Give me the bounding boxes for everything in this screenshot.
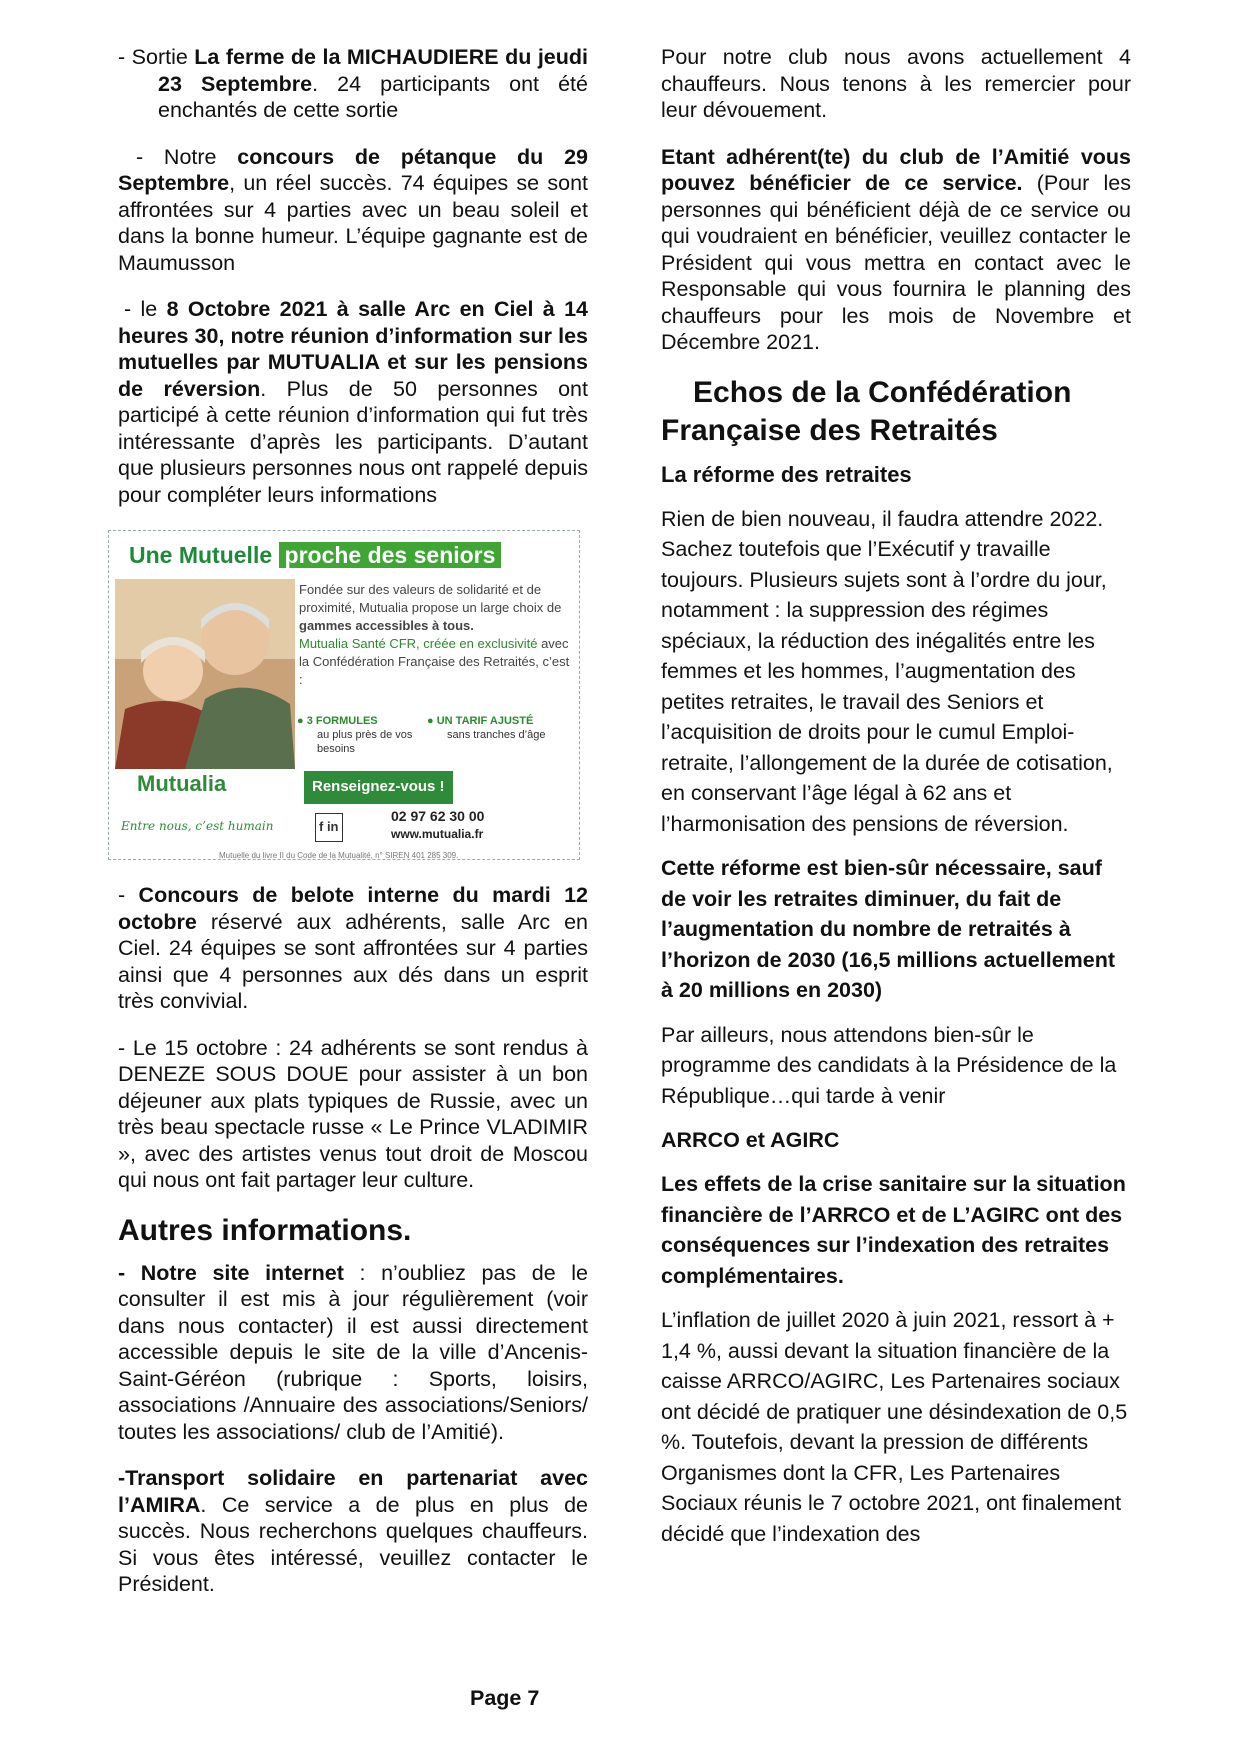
badge-sub: au plus près de vos besoins [317, 729, 413, 755]
ad-cta-button: Renseignez-vous ! [304, 771, 453, 804]
badge-title: UN TARIF AJUSTÉ [436, 715, 534, 727]
check-icon: ● [427, 715, 434, 727]
paragraph-adherent [661, 144, 1131, 356]
ad-badge-formules [297, 714, 417, 756]
text: . 24 participants ont été enchantés de cette sortie [158, 71, 588, 122]
ad-headline-a: Une Mutuelle [129, 542, 273, 568]
paragraph-inflation: L’inflation de juillet 2020 à juin 2021, ressort à + 1,4 %, aussi devant la situation financière de la caisse ARRCO/AGIRC, Les Partenaires sociaux ont décidé de pratiquer une désindexation de 0,5 %. Toutefois, devant la pression de différents Organismes dont la CFR, Les Partenaires Sociaux réunis le 7 octobre 2021, ont finalement décidé que l’indexation des [661, 1308, 1128, 1546]
ad-tagline: Entre nous, c’est humain [121, 819, 274, 833]
text: . Plus de 50 personnes ont participé à cette réunion d’information qui fut très intéressante d’après les participants. D’autant que plusieurs personnes nous ont rappelé depuis pour compléter leurs informations [118, 376, 588, 507]
badge-sub: sans tranches d’âge [447, 729, 546, 741]
text: - Notre [136, 144, 238, 169]
ad-text1: Fondée sur des valeurs de solidarité et de proximité, Mutualia propose un large choix de [299, 582, 562, 615]
right-column [661, 44, 1131, 1549]
paragraph-reforme-necessaire: Cette réforme est bien-sûr nécessaire, sauf de voir les retraites diminuer, du fait de l’augmentation du nombre de retraités à l’horizon de 2030 (16,5 millions actuellement à 20 millions en 2030) [661, 856, 1116, 1002]
text: - le [124, 297, 167, 321]
text: (Pour les personnes qui bénéficient déjà de ce service ou qui voudraient en bénéficier, veuillez contacter le Président qui vous mettra en contact avec le Responsable qui vous fournira le planning des chauffeurs pour les mois de Novembre et Décembre 2021. [661, 171, 1131, 354]
ad-headline-b: proche des seniors [279, 542, 502, 568]
text-bold: concours de pétanque du 29 Septembre [118, 144, 589, 195]
text: , un réel succès. 74 équipes se sont affrontées sur 4 parties avec un beau soleil et dans la bonne humeur. L’équipe gagnante est de Maumusson [118, 171, 588, 275]
check-icon: ● [297, 715, 304, 727]
text-bold: La ferme de la MICHAUDIERE du jeudi 23 Septembre [158, 45, 588, 96]
text-bold: Etant adhérent(te) du club de l’Amitié vous pouvez bénéficier de ce service. [661, 144, 1131, 195]
ad-website: www.mutualia.fr [391, 827, 484, 841]
paragraph-belote [118, 882, 588, 1015]
paragraph-reunion [118, 296, 588, 508]
paragraph-site-internet [118, 1260, 588, 1446]
text: : n’oubliez pas de le consulter il est mis à jour régulièrement (voir dans nous contacter) il est aussi directement accessible depuis le site de la ville d’Ancenis-Saint-Géréon (rubrique : Sports, loisirs, associations /Annuaire des associations/Seniors/ toutes les associations/ club de l’Amitié). [118, 1260, 588, 1444]
text-bold: 8 Octobre 2021 à salle Arc en Ciel à 14 heures 30, notre réunion d’information sur les mutuelles par MUTUALIA et sur les pensions de réversion [118, 297, 588, 401]
ad-legal: Mutuelle du livre II du Code de la Mutualité, n° SIREN 401 285 309. [219, 851, 459, 860]
ad-phone: 02 97 62 30 00 [391, 808, 485, 824]
social-icons: f in [315, 813, 343, 842]
ad-badge-tarif [427, 714, 577, 742]
text-bold: Concours de belote interne du mardi 12 octobre [118, 883, 588, 934]
ad-text2-a: Mutualia Santé CFR, créée en exclusivité [299, 636, 538, 651]
badge-title: 3 FORMULES [306, 715, 378, 727]
text: réservé aux adhérents, salle Arc en Ciel. 24 équipes se sont affrontées sur 4 parties ainsi que 4 personnes aux dés dans un esprit très convivial. [118, 909, 588, 1013]
mutualia-advertisement [108, 530, 580, 860]
paragraph-michaudiere [118, 44, 588, 124]
text: - [118, 883, 139, 907]
text-bold: -Transport solidaire en partenariat avec l’AMIRA [118, 1466, 588, 1517]
subheading-reforme: La réforme des retraites [661, 461, 912, 487]
text-bold: - Notre site internet [118, 1260, 344, 1285]
paragraph-transport [118, 1465, 588, 1598]
left-column [118, 44, 588, 1598]
ad-description [299, 581, 574, 689]
text: . Ce service a de plus en plus de succès. Nous recherchons quelques chauffeurs. Si vous êtes intéressé, veuillez contacter le Président. [118, 1492, 588, 1596]
heading-autres-informations: Autres informations. [118, 1213, 412, 1247]
paragraph-reforme: Rien de bien nouveau, il faudra attendre 2022. Sachez toutefois que l’Exécutif y travaille toujours. Plusieurs sujets sont à l’ordre du jour, notamment : la suppression des régimes spéciaux, la réduction des inégalités entre les femmes et les hommes, l’augmentation des petites retraites, le travail des Seniors et l’acquisition de droits pour le cumul Emploi-retraite, l’allongement de la durée de cotisation, en conservant l’âge légal à 62 ans et l’harmonisation des pensions de réversion. [661, 506, 1113, 836]
ad-text1-bold: gammes accessibles à tous. [299, 618, 474, 633]
paragraph-presidence: Par ailleurs, nous attendons bien-sûr le programme des candidats à la Présidence de la République…qui tarde à venir [661, 1022, 1117, 1108]
paragraph-crise-sanitaire: Les effets de la crise sanitaire sur la situation financière de l’ARRCO et de L’AGIRC ont des conséquences sur l’indexation des retraites complémentaires. [661, 1172, 1126, 1288]
paragraph-petanque [118, 144, 588, 277]
heading-echos-cfr: Echos de la Confédération Française des Retraités [661, 375, 1072, 447]
ad-text2-b: avec la Confédération Française des Retraités, c’est : [299, 636, 570, 687]
paragraph-chauffeurs: Pour notre club nous avons actuellement 4 chauffeurs. Nous tenons à les remercier pour leur dévouement. [661, 45, 1131, 122]
text: - Sortie [118, 45, 195, 69]
ad-headline [129, 539, 501, 571]
seniors-photo [115, 579, 295, 769]
page-number: Page 7 [470, 1686, 540, 1710]
mutualia-logo: Mutualia [137, 771, 227, 796]
paragraph-deneze: - Le 15 octobre : 24 adhérents se sont rendus à DENEZE SOUS DOUE pour assister à un bon déjeuner aux plats typiques de Russie, avec un très beau spectacle russe « Le Prince VLADIMIR », avec des artistes venus tout droit de Moscou qui nous ont fait partager leur culture. [118, 1035, 588, 1192]
subheading-arrco-agirc: ARRCO et AGIRC [661, 1128, 840, 1152]
